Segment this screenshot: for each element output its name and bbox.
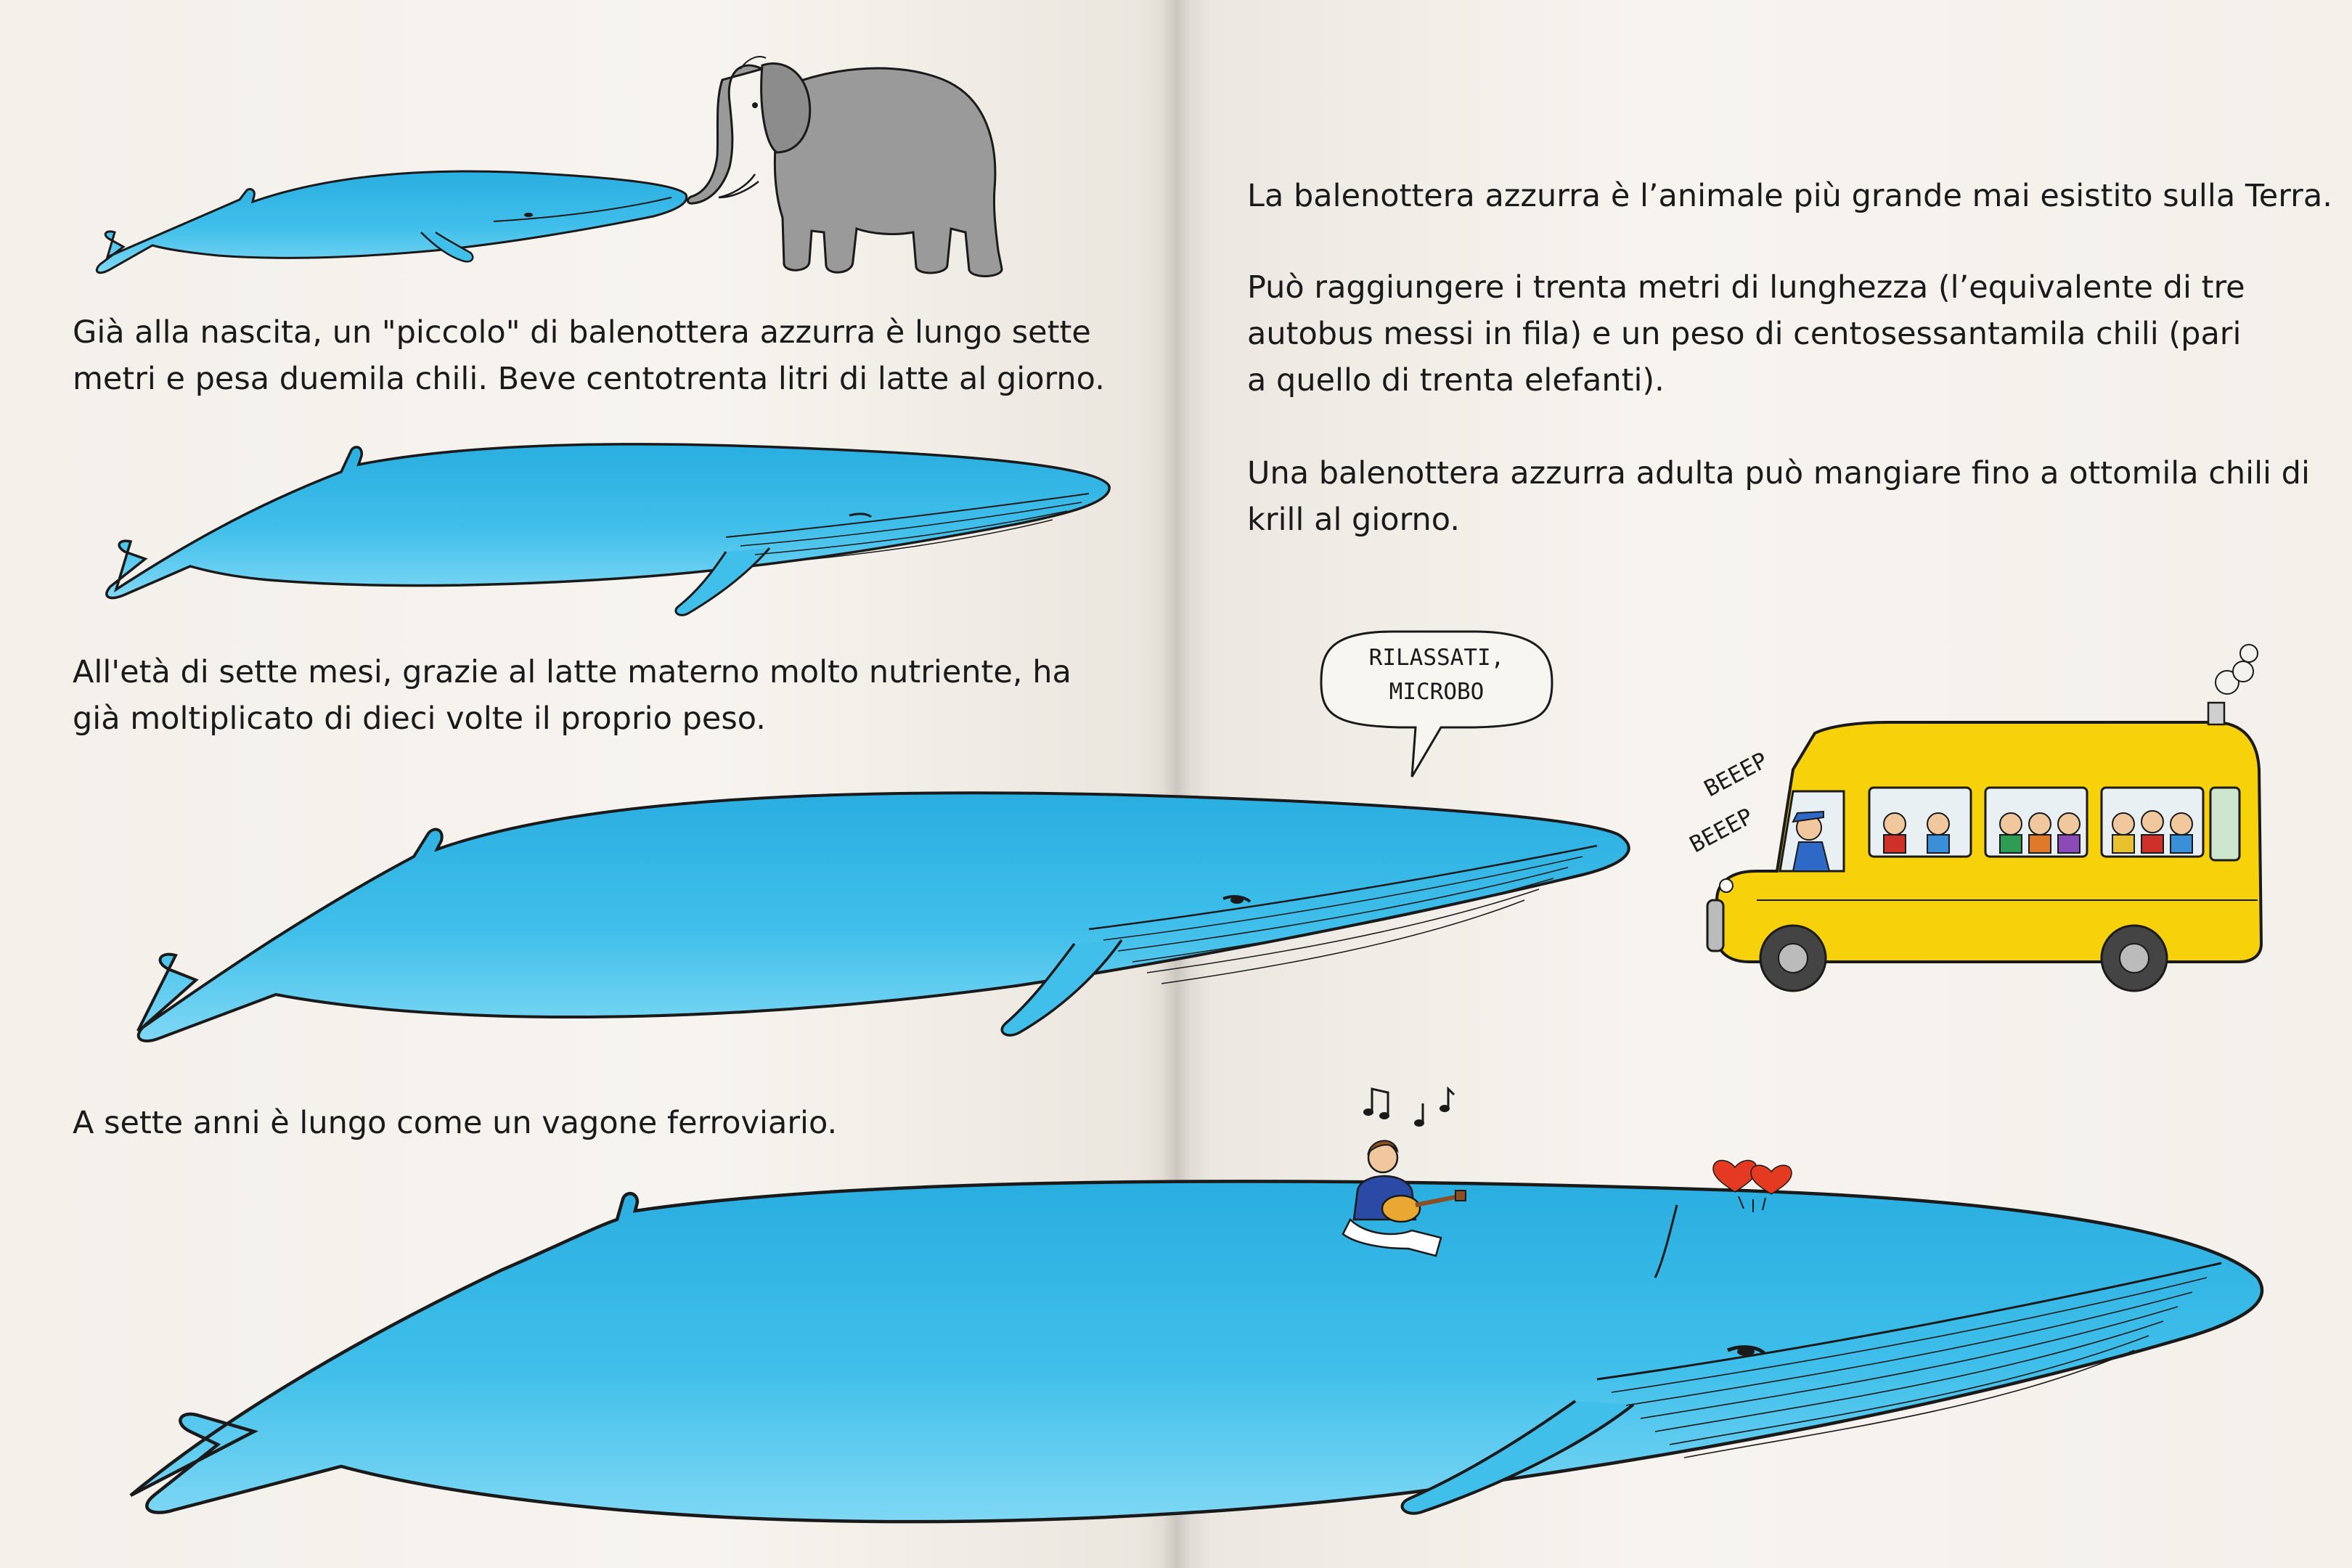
beep-text: BEEEP (1685, 803, 1758, 859)
text-line: Può raggiungere i trenta metri di lunghezza (l’equivalente di tre (1247, 269, 2245, 306)
speech-bubble (1321, 632, 1552, 777)
music-note-icon (1363, 1089, 1454, 1127)
bus-sounds (1686, 747, 1772, 858)
text-line: krill al giorno. (1247, 502, 1461, 538)
text-line: metri e pesa duemila chili. Beve centotrenta litri di latte al giorno. (73, 361, 1105, 397)
text-line: già moltiplicato di dieci volte il proprio peso. (73, 701, 766, 737)
speech-text-line: RILASSATI, (1368, 645, 1505, 671)
baby-whale-icon (97, 171, 686, 273)
text-line: a quello di trenta elefanti). (1247, 362, 1665, 399)
text-line: autobus messi in fila) e un peso di centosessantamila chili (pari (1247, 316, 2242, 352)
text-line: All'età di sette mesi, grazie al latte materno molto nutriente, ha (73, 654, 1071, 690)
text-line: Già alla nascita, un "piccolo" di balenottera azzurra è lungo sette (73, 314, 1091, 351)
school-bus-icon (1707, 703, 2261, 991)
text-line: Una balenottera azzurra adulta può mangiare fino a ottomila chili di (1247, 455, 2310, 491)
beep-text: BEEEP (1699, 747, 1773, 803)
text-line: A sette anni è lungo come un vagone ferroviario. (73, 1105, 838, 1141)
adult-whale-icon (131, 1181, 2262, 1522)
steam-puff-icon (2216, 645, 2258, 694)
text-line: La balenottera azzurra è l’animale più grande mai esistito sulla Terra. (1247, 178, 2332, 214)
young-whale-icon (107, 444, 1109, 616)
juvenile-whale-icon (138, 793, 1629, 1041)
elephant-icon (688, 57, 1003, 276)
speech-text-line: MICROBO (1389, 679, 1485, 705)
